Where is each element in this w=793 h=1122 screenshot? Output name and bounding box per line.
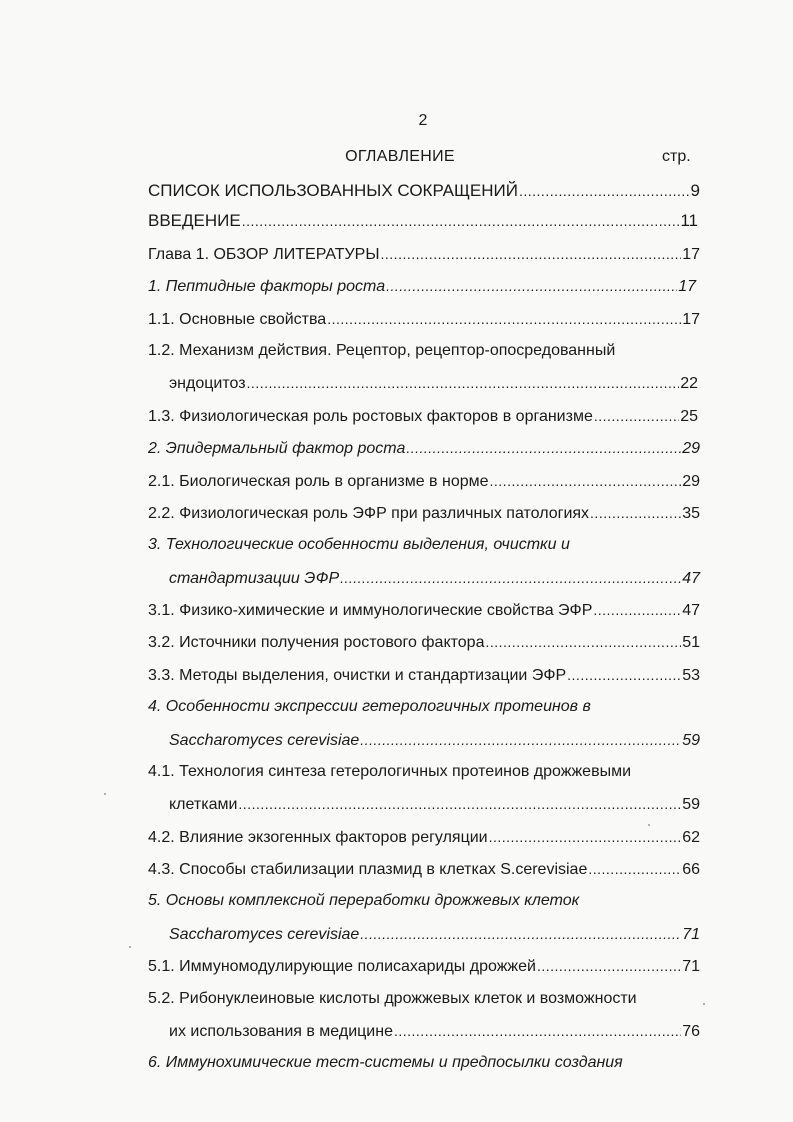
toc-entry-title: 2.2. Физиологическая роль ЭФР при различных патологиях: [148, 505, 590, 522]
toc-entry-title: 4.3. Способы стабилизации плазмид в клетках S.cerevisiae: [148, 861, 588, 878]
toc-entry-page: 17: [678, 278, 696, 295]
dot-leader: [360, 727, 681, 753]
toc-entry-section-6[interactable]: [148, 1050, 700, 1076]
page-number: 2: [418, 112, 428, 129]
toc-entry-title: 1.2. Механизм действия. Рецептор, рецептор-опосредованный: [148, 342, 616, 359]
toc-entry-page: 29: [682, 440, 700, 457]
toc-entry-2-1[interactable]: [148, 468, 700, 494]
toc-entry-title: Глава 1. ОБЗОР ЛИТЕРАТУРЫ: [148, 246, 380, 263]
toc-entry-page: 53: [682, 667, 700, 684]
dot-leader: [590, 500, 681, 526]
dot-leader: [537, 953, 681, 979]
toc-entry-5-1[interactable]: [148, 953, 700, 979]
dot-leader: [386, 273, 677, 299]
dot-leader: [381, 241, 682, 267]
toc-entry-title: клетками: [169, 796, 238, 813]
toc-entry-title: СПИСОК ИСПОЛЬЗОВАННЫХ СОКРАЩЕНИЙ: [148, 181, 518, 200]
toc-entry-3-2[interactable]: [148, 629, 700, 655]
toc-entry-title: стандартизации ЭФР: [169, 570, 340, 587]
toc-entry-section-3-continued[interactable]: [169, 565, 700, 591]
toc-entry-title: 3.3. Методы выделения, очистки и стандартизации ЭФР: [148, 667, 567, 684]
toc-entry-title: 5.1. Иммуномодулирующие полисахариды дрожжей: [148, 958, 536, 975]
dot-leader: [489, 824, 682, 850]
dot-leader: [567, 662, 681, 688]
toc-entry-section-3[interactable]: [148, 532, 700, 558]
toc-entry-page: 25: [680, 408, 698, 425]
toc-entry-section-2[interactable]: [148, 435, 700, 461]
toc-entry-title: 2. Эпидермальный фактор роста: [148, 440, 406, 457]
dot-leader: [238, 791, 681, 817]
toc-heading: ОГЛАВЛЕНИЕ: [345, 148, 455, 165]
toc-entry-page: 9: [690, 181, 700, 200]
toc-entry-1-2-continued[interactable]: [169, 370, 700, 396]
toc-entry-title: 2.1. Биологическая роль в организме в норме: [148, 473, 489, 490]
toc-entry-title: 1.3. Физиологическая роль ростовых факторов в организме: [148, 408, 593, 425]
toc-entry-page: 71: [682, 926, 700, 943]
toc-entry-page: 76: [682, 1023, 700, 1040]
toc-entry-title: 1. Пептидные факторы роста: [148, 278, 386, 295]
toc-entry-title: Saccharomyces cerevisiae: [169, 926, 360, 943]
scan-speck: [129, 946, 131, 948]
toc-entry-title: 5.2. Рибонуклеиновые кислоты дрожжевых клеток и возможности: [148, 990, 637, 1007]
dot-leader: [588, 856, 681, 882]
toc-entry-title: 3.2. Источники получения ростового фактора: [148, 634, 485, 651]
toc-entry-5-2-continued[interactable]: [169, 1018, 700, 1044]
toc-entry-3-1[interactable]: [148, 597, 700, 623]
dot-leader: [593, 597, 681, 623]
toc-entry-page: 11: [680, 211, 698, 230]
scan-speck: [104, 793, 106, 795]
toc-entry-title: 6. Иммунохимические тест-системы и предпосылки создания: [148, 1054, 623, 1071]
toc-entry-page: 35: [682, 505, 700, 522]
toc-entry-section-5-continued[interactable]: [169, 921, 700, 947]
toc-entry-page: 22: [680, 375, 698, 392]
toc-entry-4-1-continued[interactable]: [169, 791, 700, 817]
toc-entry-4-2[interactable]: [148, 824, 700, 850]
dot-leader: [406, 435, 681, 461]
toc-entry-page: 47: [682, 570, 700, 587]
toc-entry-page: 71: [682, 958, 700, 975]
toc-entry-section-4-continued[interactable]: [169, 727, 700, 753]
toc-entry-page: 29: [682, 473, 700, 490]
dot-leader: [594, 403, 679, 429]
toc-entry-1-2[interactable]: [148, 338, 700, 364]
dot-leader: [394, 1018, 681, 1044]
toc-entry-title: 5. Основы комплексной переработки дрожжевых клеток: [148, 892, 580, 909]
dot-leader: [242, 208, 680, 234]
toc-entry-page: 59: [682, 732, 700, 749]
toc-entry-4-1[interactable]: [148, 759, 700, 785]
toc-entry-title: 4. Особенности экспрессии гетерологичных протеинов в: [148, 698, 591, 715]
toc-entry-page: 17: [682, 246, 700, 263]
toc-entry-page: 62: [682, 829, 700, 846]
toc-entry-abbreviations[interactable]: [148, 178, 700, 204]
toc-entry-title: 3.1. Физико-химические и иммунологические свойства ЭФР: [148, 602, 593, 619]
toc-entry-section-1[interactable]: [148, 273, 700, 299]
toc-entry-1-1[interactable]: [148, 306, 700, 332]
toc-entry-chapter-1[interactable]: [148, 241, 700, 267]
toc-entry-title: 4.1. Технология синтеза гетерологичных протеинов дрожжевыми: [148, 763, 631, 780]
toc-entry-1-3[interactable]: [148, 403, 700, 429]
toc-entry-5-2[interactable]: [148, 986, 700, 1012]
scan-speck: [703, 1003, 705, 1005]
toc-entry-page: 66: [682, 861, 700, 878]
dot-leader: [360, 921, 681, 947]
toc-entry-title: 3. Технологические особенности выделения, очистки и: [148, 536, 570, 553]
dot-leader: [327, 306, 681, 332]
page-column-label: стр.: [662, 148, 691, 165]
toc-entry-title: 4.2. Влияние экзогенных факторов регуляции: [148, 829, 488, 846]
toc-entry-page: 17: [682, 311, 700, 328]
dot-leader: [490, 468, 682, 494]
toc-entry-title: ВВЕДЕНИЕ: [148, 211, 241, 230]
scan-speck: [648, 824, 650, 826]
toc-entry-page: 51: [682, 634, 700, 651]
toc-entry-4-3[interactable]: [148, 856, 700, 882]
toc-entry-introduction[interactable]: [148, 208, 700, 234]
dot-leader: [519, 178, 690, 204]
toc-entry-3-3[interactable]: [148, 662, 700, 688]
toc-entry-section-4[interactable]: [148, 694, 700, 720]
toc-entry-title: Saccharomyces cerevisiae: [169, 732, 360, 749]
toc-entry-title: эндоцитоз: [169, 375, 246, 392]
dot-leader: [247, 370, 680, 396]
toc-entry-2-2[interactable]: [148, 500, 700, 526]
toc-entry-page: 47: [682, 602, 700, 619]
toc-entry-title: их использования в медицине: [169, 1023, 393, 1040]
toc-entry-title: 1.1. Основные свойства: [148, 311, 327, 328]
toc-entry-page: 59: [682, 796, 700, 813]
dot-leader: [485, 629, 681, 655]
toc-entry-section-5[interactable]: [148, 888, 700, 914]
dot-leader: [340, 565, 681, 591]
